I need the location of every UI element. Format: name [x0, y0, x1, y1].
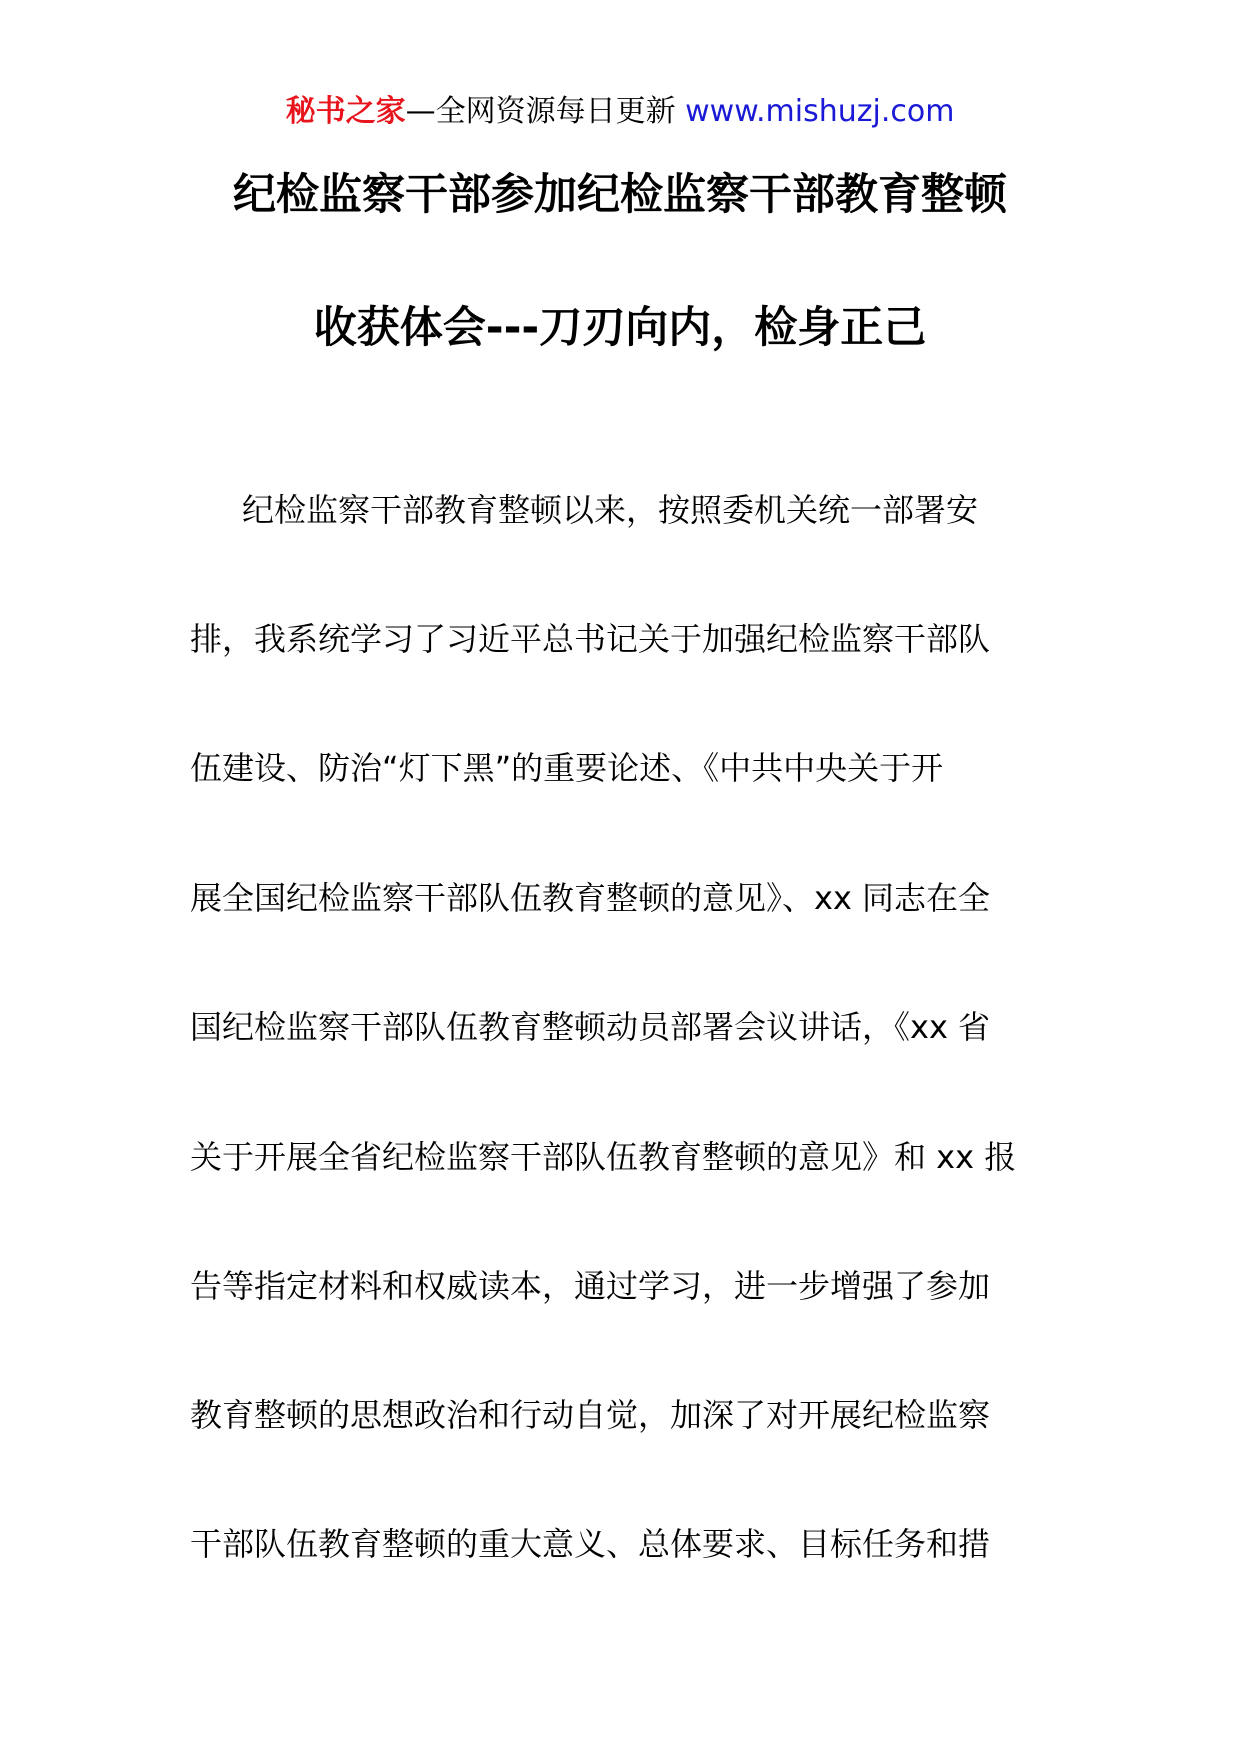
paragraph-line: 排，我系统学习了习近平总书记关于加强纪检监察干部队	[190, 620, 991, 658]
paragraph-line: 告等指定材料和权威读本，通过学习，进一步增强了参加	[190, 1267, 991, 1305]
paragraph-line: 纪检监察干部教育整顿以来，按照委机关统一部署安	[242, 491, 979, 529]
site-brand: 秘书之家	[285, 94, 406, 129]
paragraph-line: 关于开展全省纪检监察干部队伍教育整顿的意见》和 xx 报	[190, 1138, 1017, 1176]
paragraph-line: 干部队伍教育整顿的重大意义、总体要求、目标任务和措	[190, 1525, 991, 1563]
site-tagline: —全网资源每日更新	[405, 94, 686, 129]
paragraph-line: 展全国纪检监察干部队伍教育整顿的意见》、xx 同志在全	[190, 879, 991, 917]
site-header	[0, 92, 1240, 132]
paragraph-line: 国纪检监察干部队伍教育整顿动员部署会议讲话，《xx 省	[190, 1008, 991, 1046]
paragraph-line: 伍建设、防治“灯下黑”的重要论述、《中共中央关于开	[190, 749, 944, 787]
site-url-link[interactable]: www.mishuzj.com	[685, 94, 955, 129]
document-title-line-1: 纪检监察干部参加纪检监察干部教育整顿	[233, 170, 1007, 220]
document-title-line-2: 收获体会---刀刃向内，检身正己	[313, 303, 927, 353]
paragraph-line: 教育整顿的思想政治和行动自觉，加深了对开展纪检监察	[190, 1396, 991, 1434]
